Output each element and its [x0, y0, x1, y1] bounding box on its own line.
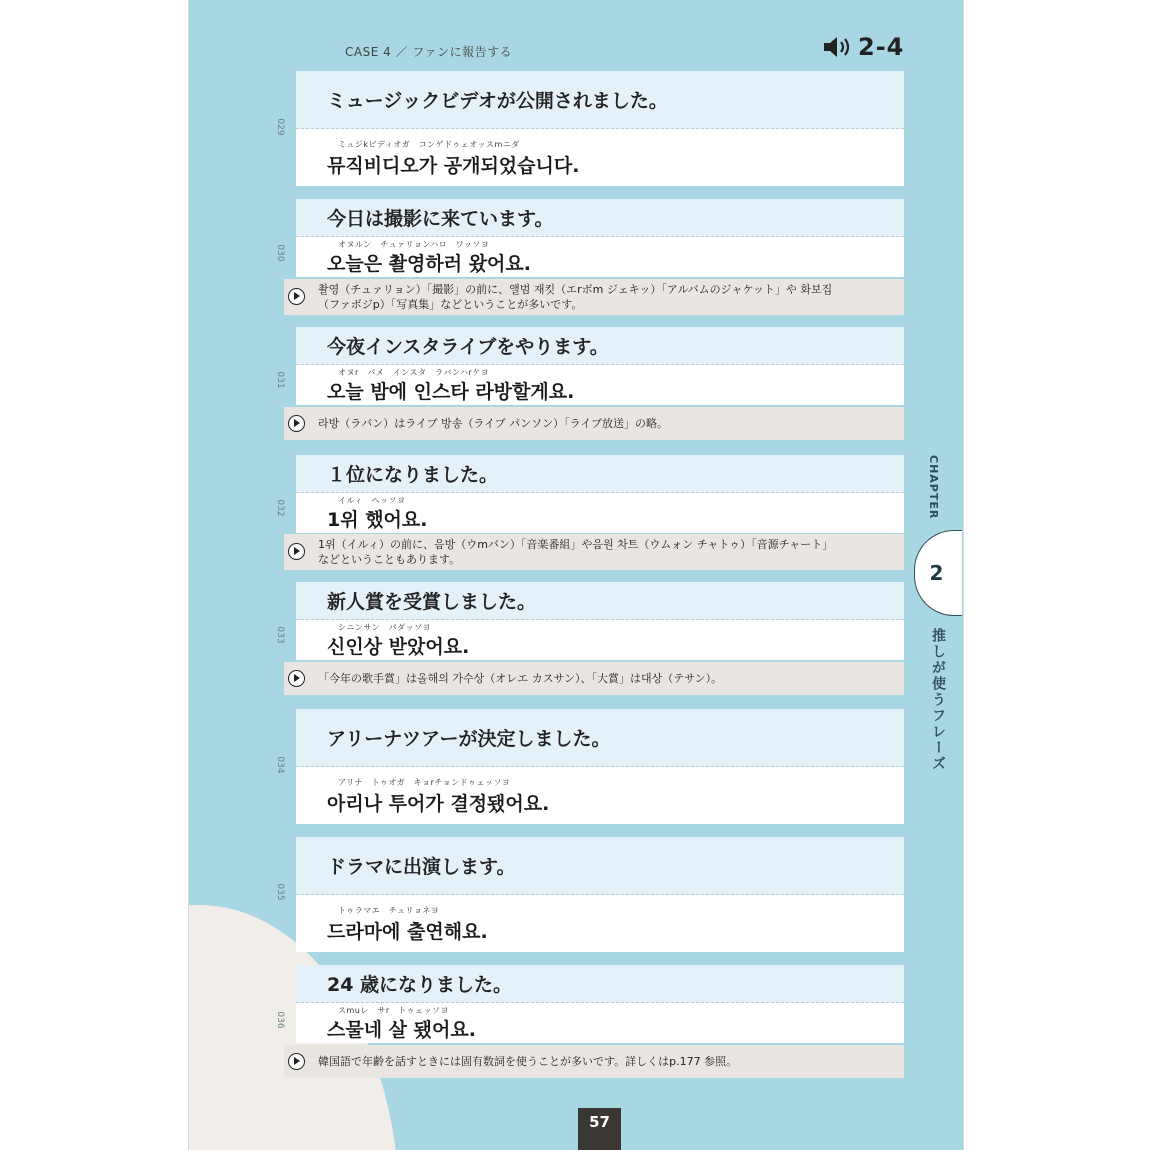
korean-phrase: 뮤직비디오가 공개되었습니다.	[327, 155, 580, 177]
usage-note	[284, 1045, 904, 1078]
entry-number: 032	[275, 499, 285, 517]
korean-block	[296, 767, 904, 824]
note-line: 韓国語で年齢を話すときには固有数詞を使うことが多いです。詳しくはp.177 参照。	[318, 1055, 738, 1068]
note-line: 「今年の歌手賞」は올해의 가수상（オレエ カスサン）、「大賞」は대상（テサン）。	[318, 672, 723, 685]
play-icon[interactable]	[288, 415, 305, 432]
pronunciation-ruby: イルィ ヘッソヨ	[338, 496, 406, 505]
pronunciation-ruby: シニンサン パダッソヨ	[338, 623, 432, 632]
korean-phrase: 1위 했어요.	[327, 509, 428, 531]
chapter-title: 推しが使うフレーズ	[930, 628, 946, 772]
korean-block	[296, 237, 904, 277]
korean-block	[296, 895, 904, 952]
phrase-entry	[296, 837, 904, 952]
japanese-phrase: ドラマに出演します。	[296, 837, 904, 895]
track-number: 2-4	[858, 33, 905, 61]
pronunciation-ruby: オヌr パメ インスタ ラバンハrケヨ	[338, 368, 490, 377]
play-icon[interactable]	[288, 670, 305, 687]
japanese-phrase: １位になりました。	[296, 455, 904, 493]
phrase-entry	[296, 709, 904, 824]
note-line: 라방（ラバン）はライブ 방송（ライブ パンソン）「ライブ放送」の略。	[318, 417, 669, 430]
audio-track[interactable]	[822, 33, 904, 61]
pronunciation-ruby: オヌルン チュァリョンハロ ワッソヨ	[338, 240, 490, 249]
entry-number: 035	[275, 883, 285, 901]
play-icon[interactable]	[288, 543, 305, 560]
usage-note	[284, 662, 904, 695]
entry-number: 030	[275, 244, 285, 262]
korean-block	[296, 1003, 904, 1043]
japanese-phrase: 今日は撮影に来ています。	[296, 199, 904, 237]
entry-number: 033	[275, 626, 285, 644]
korean-block	[296, 493, 904, 533]
note-line: 1위（イルィ）の前に、음방（ウmバン）「音楽番組」や음원 차트（ウムォン チャトゥ）「音源チャート」	[318, 538, 834, 551]
japanese-phrase: 新人賞を受賞しました。	[296, 582, 904, 620]
speaker-icon	[822, 36, 852, 58]
pronunciation-ruby: トゥラマエ チュリョネヨ	[338, 906, 440, 915]
note-line: などということもあります。	[318, 553, 461, 566]
japanese-phrase: 今夜インスタライブをやります。	[296, 327, 904, 365]
korean-phrase: 스물네 살 됐어요.	[327, 1019, 476, 1041]
play-icon[interactable]	[288, 1053, 305, 1070]
korean-block	[296, 365, 904, 405]
entry-number: 031	[275, 371, 285, 389]
korean-phrase: 아리나 투어가 결정됐어요.	[327, 793, 550, 815]
pronunciation-ruby: アリナ トゥオガ キョrチョンドゥェッソヨ	[338, 778, 511, 787]
japanese-phrase: アリーナツアーが決定しました。	[296, 709, 904, 767]
entry-number: 034	[275, 756, 285, 774]
phrase-entry	[296, 965, 904, 1043]
usage-note	[284, 407, 904, 440]
page-number: 57	[578, 1108, 621, 1150]
entry-number: 029	[275, 118, 285, 136]
note-line: （ファボジp）「写真集」などということが多いです。	[318, 298, 583, 311]
chapter-label: CHAPTER	[927, 455, 940, 520]
phrase-entry	[296, 199, 904, 277]
phrase-entry	[296, 71, 904, 186]
phrase-entry	[296, 327, 904, 405]
japanese-phrase: ミュージックビデオが公開されました。	[296, 71, 904, 129]
korean-block	[296, 620, 904, 660]
play-icon[interactable]	[288, 288, 305, 305]
usage-note	[284, 534, 904, 570]
korean-block	[296, 129, 904, 186]
chapter-number: 2	[929, 561, 944, 585]
entry-number: 036	[275, 1011, 285, 1029]
korean-phrase: 오늘은 촬영하러 왔어요.	[327, 253, 531, 275]
korean-phrase: 오늘 밤에 인스타 라방할게요.	[327, 381, 575, 403]
phrase-entry	[296, 582, 904, 660]
note-line: 촬영（チュァリョン）「撮影」の前に、앨범 재킷（エrボm ジェキッ）「アルバムのジャケット」や 화보집	[318, 283, 833, 296]
case-header: CASE 4 ／ ファンに報告する	[345, 45, 513, 59]
usage-note	[284, 279, 904, 315]
korean-phrase: 신인상 받았어요.	[327, 636, 470, 658]
korean-phrase: 드라마에 출연해요.	[327, 921, 488, 943]
phrase-entry	[296, 455, 904, 533]
pronunciation-ruby: ミュジkビディオガ コンゲドゥェオッスmニダ	[338, 140, 520, 149]
japanese-phrase: 24 歳になりました。	[296, 965, 904, 1003]
pronunciation-ruby: スmuレ サr トゥェッソヨ	[338, 1006, 449, 1015]
